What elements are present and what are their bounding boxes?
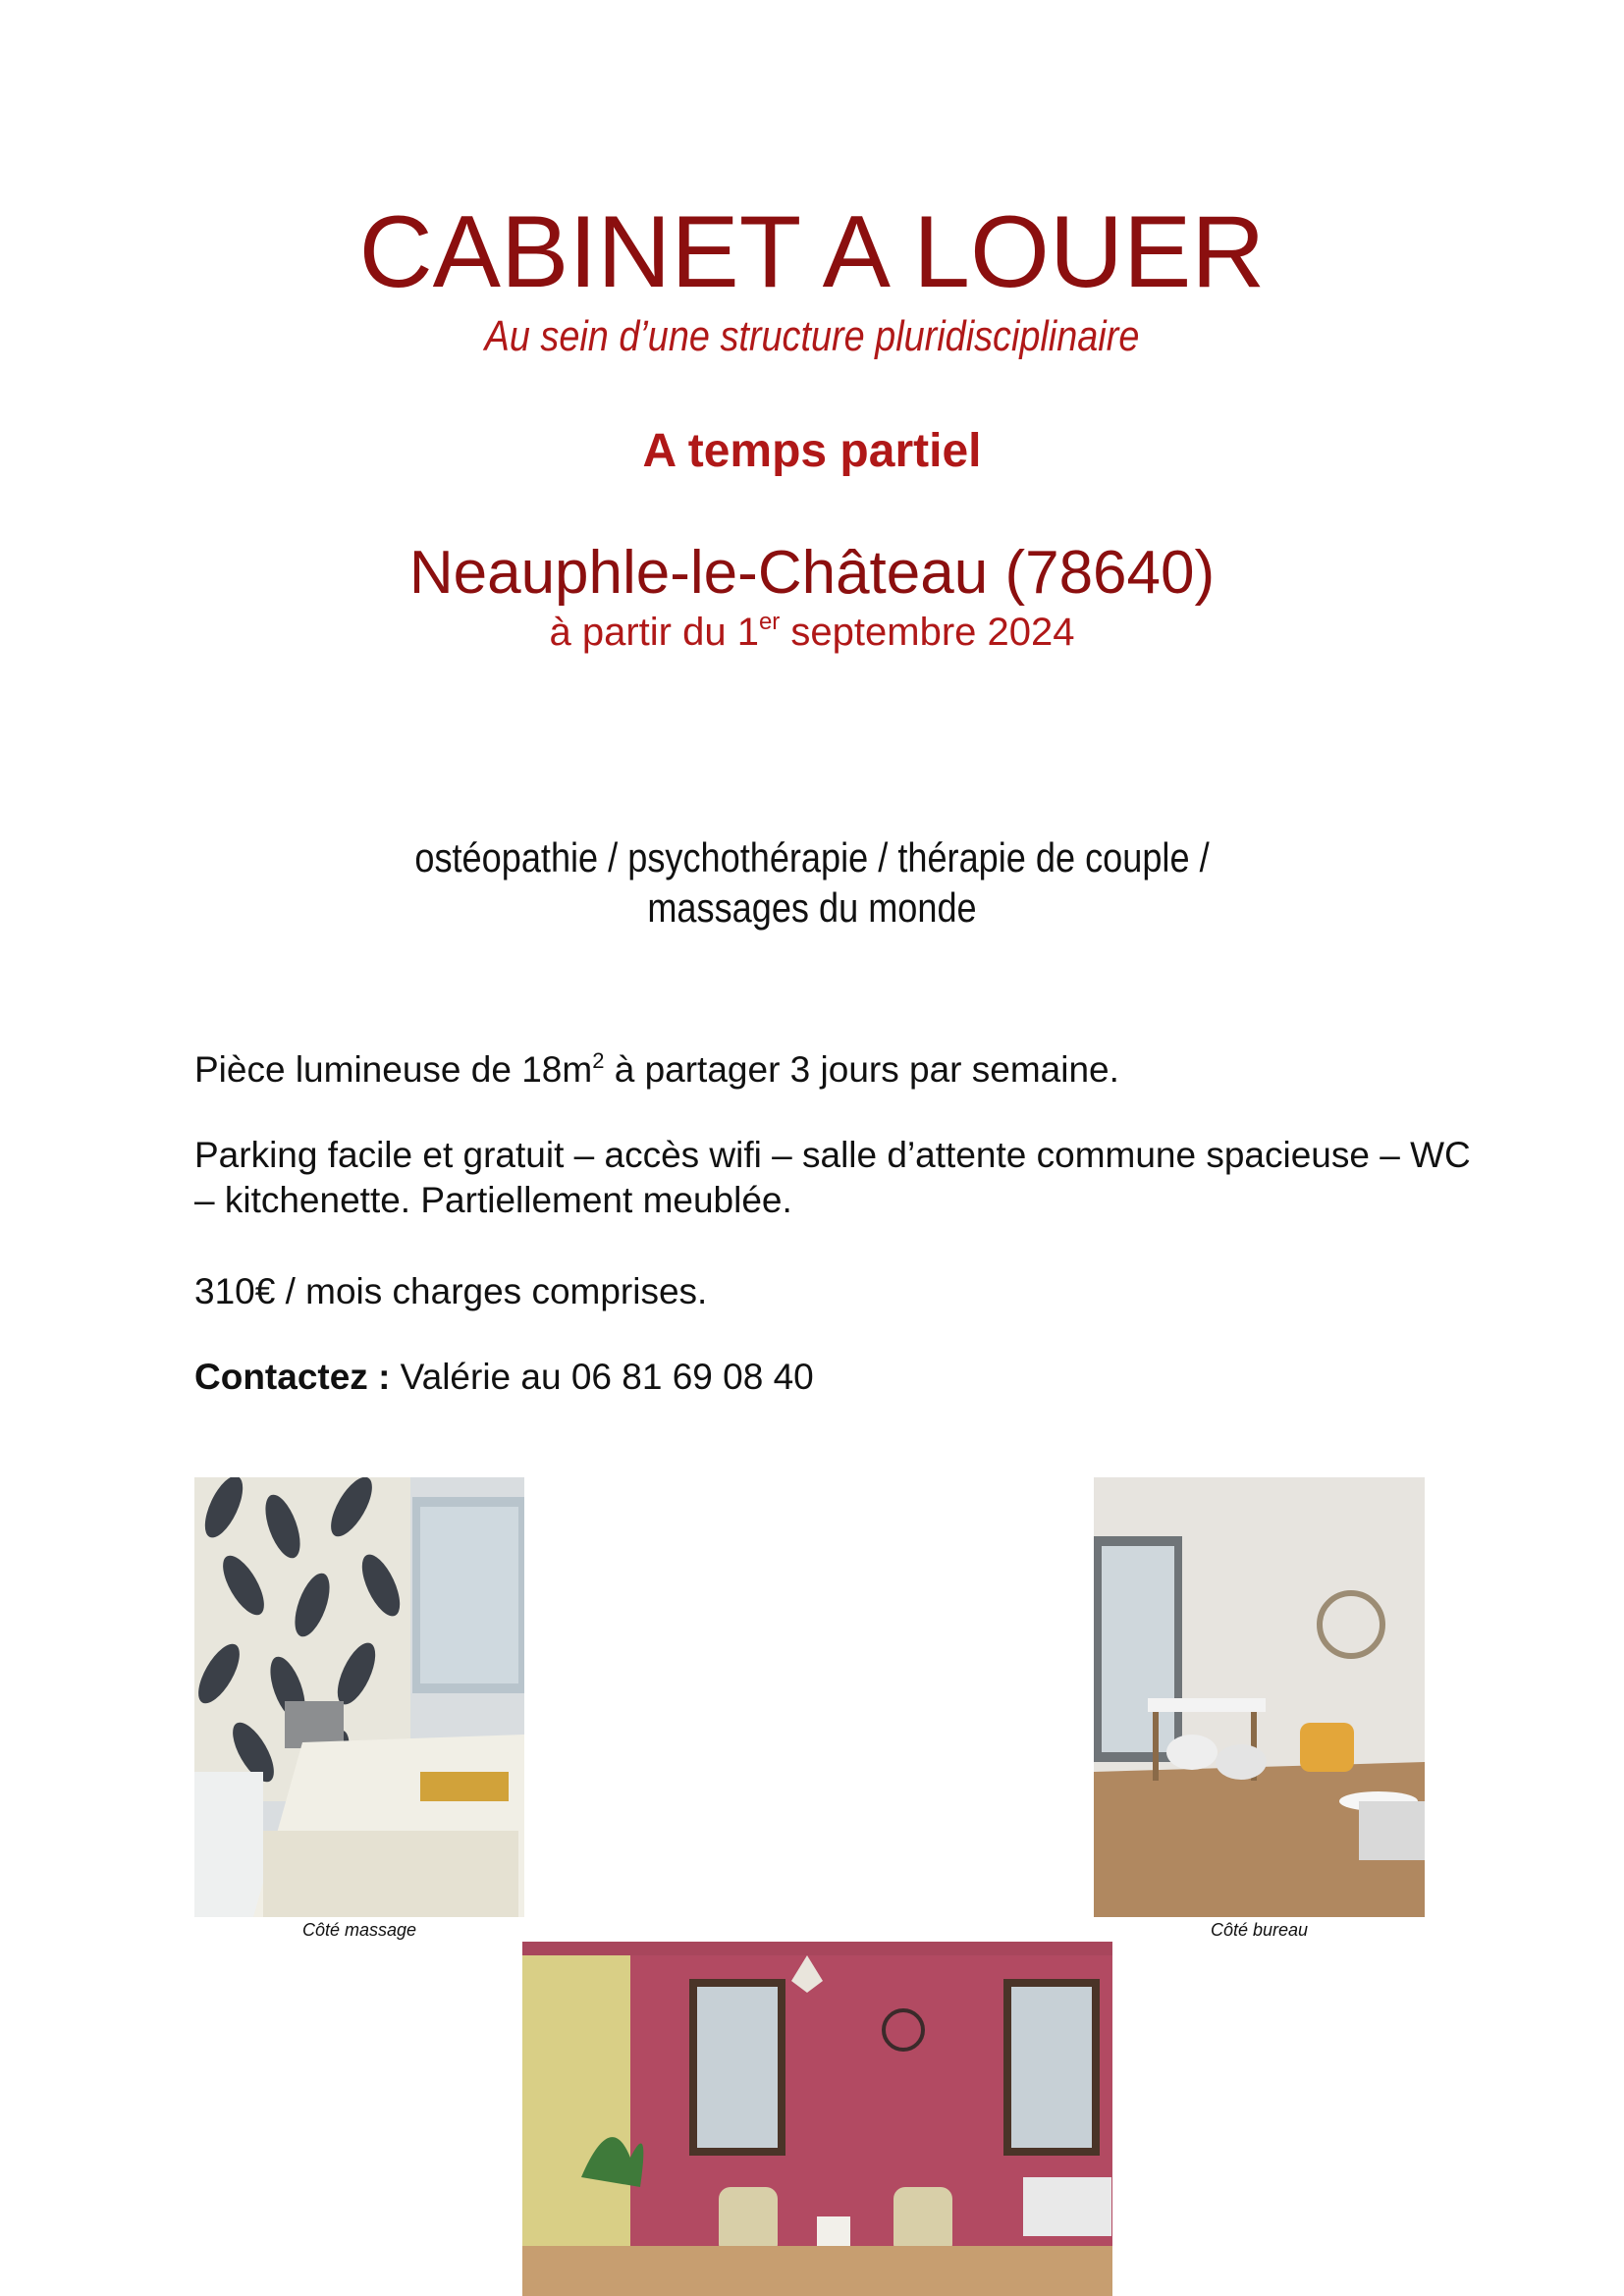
price-text: 310€ / mois charges comprises.: [194, 1271, 708, 1311]
disciplines-line-1: ostéopathie / psychothérapie / thérapie de couple /: [414, 834, 1210, 881]
office-room-photo: [1094, 1477, 1425, 1917]
start-prefix: à partir du 1: [549, 611, 759, 654]
schedule-heading: A temps partiel: [642, 425, 982, 477]
contact-label: Contactez :: [194, 1357, 391, 1397]
office-photo-caption: Côté bureau: [1210, 1920, 1309, 1940]
amenities-text: Parking facile et gratuit – accès wifi – salle d’attente commune spacieuse – WC – kitchenette. Partiellement meublée.: [194, 1135, 1471, 1220]
page-title: CABINET A LOUER: [358, 195, 1266, 309]
room-suffix: à partager 3 jours par semaine.: [604, 1049, 1119, 1090]
waiting-room-photo: [522, 1942, 1112, 2296]
room-superscript: 2: [592, 1048, 605, 1073]
massage-photo-caption: Côté massage: [301, 1920, 417, 1940]
page-subtitle: Au sein d’une structure pluridisciplinaire: [484, 312, 1140, 360]
start-date: [0, 611, 1624, 655]
contact-value: Valérie au 06 81 69 08 40: [390, 1357, 814, 1397]
location-heading: Neauphle-le-Château (78640): [408, 539, 1216, 607]
disciplines-list: [114, 832, 1510, 933]
disciplines-line-2: massages du monde: [647, 884, 977, 931]
massage-room-photo: [194, 1477, 524, 1917]
contact-line: [194, 1355, 1471, 1400]
room-prefix: Pièce lumineuse de 18m: [194, 1049, 593, 1090]
start-suffix: septembre 2024: [780, 611, 1075, 654]
start-superscript: er: [758, 609, 781, 635]
room-description: [194, 1047, 1471, 1093]
